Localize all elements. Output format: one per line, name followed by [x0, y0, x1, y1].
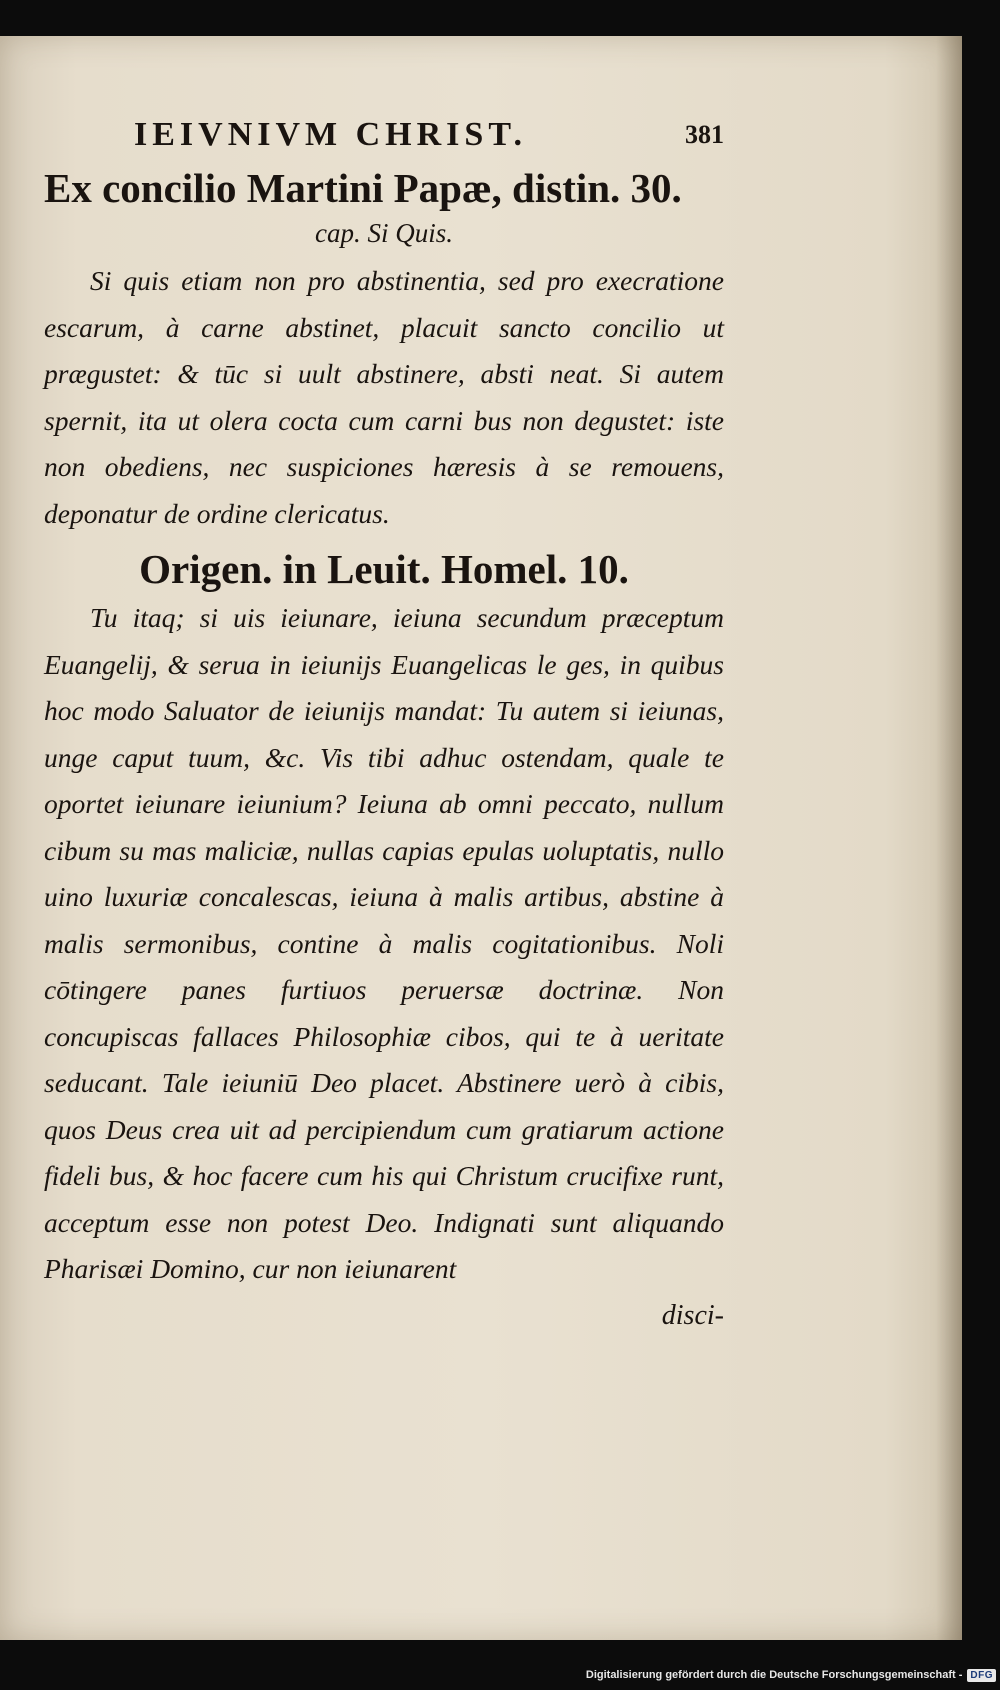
page-header [44, 116, 724, 162]
section-title-concilio: Ex concilio Martini Papæ, distin. 30. [44, 165, 682, 211]
book-page [0, 36, 962, 1640]
credit-text: Digitalisierung gefördert durch die Deutsche Forschungsgemeinschaft - [585, 1669, 963, 1681]
running-title: IEIVNIVM CHRIST. [134, 116, 527, 153]
dfg-logo: DFG [967, 1669, 996, 1682]
paragraph-origen: Tu itaq; si uis ieiunare, ieiuna secundum præceptum Euangelij, & serua in ieiunijs Euangelicas le ges, in quibus hoc modo Saluator de ieiunijs mandat: Tu autem si ieiunas, unge caput tuum, &c. Vis tibi adhuc ostendam, quale te oportet ieiunare ieiunium? Ieiuna ab omni peccato, nullum cibum su mas maliciæ, nullas capias epulas uoluptatis, nullo uino luxuriæ concalescas, ieiuna à malis artibus, abstine à malis sermonibus, contine à malis cogitationibus. Noli cōtingere panes furtiuos peruersæ doctrinæ. Non concupiscas fallaces Philosophiæ cibos, qui te à ueritate seducant. Tale ieiuniū Deo placet. Abstinere uerò à cibis, quos Deus crea uit ad percipiendum cum gratiarum actione fideli bus, & hoc facere cum his qui Christum crucifixe runt, acceptum esse non potest Deo. Indignati sunt aliquando Pharisæi Domino, cur non ieiunarent [44, 602, 724, 1284]
catchword: disci- [661, 1299, 724, 1331]
page-number: 381 [685, 120, 724, 149]
section-title-origen: Origen. in Leuit. Homel. 10. [139, 546, 629, 592]
page-gutter-shadow [936, 36, 962, 1640]
digitization-credit [586, 1664, 996, 1686]
page-content [44, 116, 724, 1339]
section-subtitle-concilio: cap. Si Quis. [315, 218, 453, 248]
paragraph-concilio: Si quis etiam non pro abstinentia, sed pro execratione escarum, à carne abstinet, placuit sancto concilio ut prægustet: & tūc si uult abstinere, absti neat. Si autem spernit, ita ut olera cocta cum carni bus non degustet: iste non obediens, nec suspiciones hæresis à se remouens, deponatur de ordine clericatus. [44, 265, 724, 529]
